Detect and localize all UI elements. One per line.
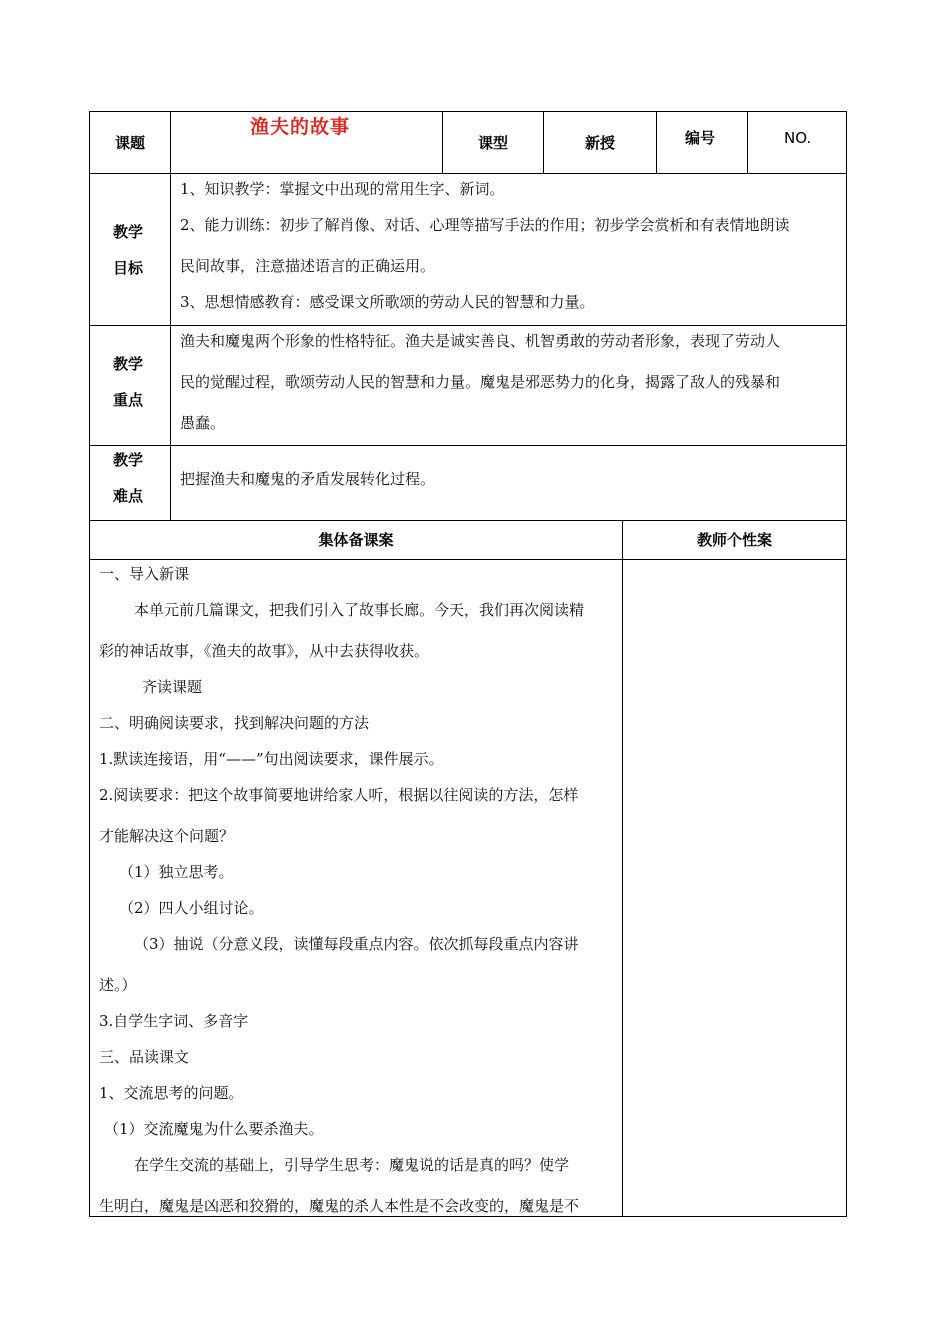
type-value-cell — [543, 111, 657, 174]
plan-line: 2.阅读要求：把这个故事简要地讲给家人听，根据以往阅读的方法，怎样 — [99, 786, 579, 804]
objectives-line: 2、能力训练：初步了解肖像、对话、心理等描写手法的作用；初步学会赏析和有表情地朗读 — [180, 216, 790, 234]
objectives-line: 1、知识教学：掌握文中出现的常用生字、新词。 — [180, 180, 505, 198]
type-value: 新授 — [584, 133, 615, 152]
objectives-label-2: 目标 — [113, 259, 144, 277]
plan-right-content-cell — [622, 559, 847, 1217]
number-value: NO. — [784, 129, 812, 147]
objectives-line: 3、思想情感教育：感受课文所歌颂的劳动人民的智慧和力量。 — [180, 293, 595, 311]
plan-line: 1、交流思考的问题。 — [99, 1084, 244, 1102]
lesson-title: 渔夫的故事 — [250, 116, 351, 138]
plan-left-header: 集体备课案 — [318, 531, 394, 549]
keypoints-label-2: 重点 — [113, 391, 144, 409]
type-label: 课型 — [477, 133, 508, 152]
plan-line: 二、明确阅读要求，找到解决问题的方法 — [99, 714, 370, 732]
plan-line: 一、导入新课 — [99, 565, 190, 583]
objectives-label-cell — [89, 173, 171, 326]
plan-line: （2）四人小组讨论。 — [119, 899, 264, 917]
plan-right-header-cell — [622, 520, 847, 560]
plan-line: （1）交流魔鬼为什么要杀渔夫。 — [104, 1120, 324, 1138]
keypoints-line: 愚蠢。 — [180, 414, 226, 432]
keypoints-label-1: 教学 — [113, 355, 144, 373]
plan-line: 才能解决这个问题？ — [99, 827, 235, 845]
plan-line: 生明白，魔鬼是凶恶和狡猾的，魔鬼的杀人本性是不会改变的，魔鬼是不 — [99, 1197, 580, 1215]
plan-line: 彩的神话故事，《渔夫的故事》，从中去获得收获。 — [99, 642, 430, 660]
plan-line: 三、品读课文 — [99, 1048, 190, 1066]
difficulties-text: 把握渔夫和魔鬼的矛盾发展转化过程。 — [180, 470, 436, 488]
number-label-cell — [656, 111, 748, 174]
keypoints-label-cell — [89, 325, 171, 446]
plan-line: （1）独立思考。 — [119, 863, 234, 881]
keypoints-line: 民的觉醒过程，歌颂劳动人民的智慧和力量。魔鬼是邪恶势力的化身，揭露了敌人的残暴和 — [180, 373, 781, 391]
plan-line: 3.自学生字词、多音字 — [99, 1012, 249, 1030]
difficulties-label-cell — [89, 445, 171, 521]
plan-line: 述。） — [99, 976, 137, 994]
plan-line: 本单元前几篇课文，把我们引入了故事长廊。今天，我们再次阅读精 — [134, 601, 585, 619]
topic-label-cell — [89, 111, 171, 174]
difficulties-label-2: 难点 — [113, 487, 144, 505]
number-label: 编号 — [685, 129, 716, 147]
keypoints-line: 渔夫和魔鬼两个形象的性格特征。渔夫是诚实善良、机智勇敢的劳动者形象，表现了劳动人 — [180, 332, 781, 350]
plan-left-header-cell — [89, 520, 623, 560]
topic-label: 课题 — [114, 133, 145, 152]
number-value-cell — [747, 111, 847, 174]
plan-line: （3）抽说（分意义段，读懂每段重点内容。依次抓每段重点内容讲 — [134, 935, 579, 953]
plan-line: 1.默读连接语，用“——”句出阅读要求，课件展示。 — [99, 750, 444, 768]
plan-line: 在学生交流的基础上，引导学生思考：魔鬼说的话是真的吗？使学 — [134, 1156, 570, 1174]
difficulties-label-1: 教学 — [113, 451, 144, 469]
plan-line: 齐读课题 — [142, 678, 203, 696]
type-label-cell — [442, 111, 544, 174]
objectives-label-1: 教学 — [113, 223, 144, 241]
plan-right-header: 教师个性案 — [696, 531, 772, 549]
objectives-line: 民间故事，注意描述语言的正确运用。 — [180, 257, 436, 275]
